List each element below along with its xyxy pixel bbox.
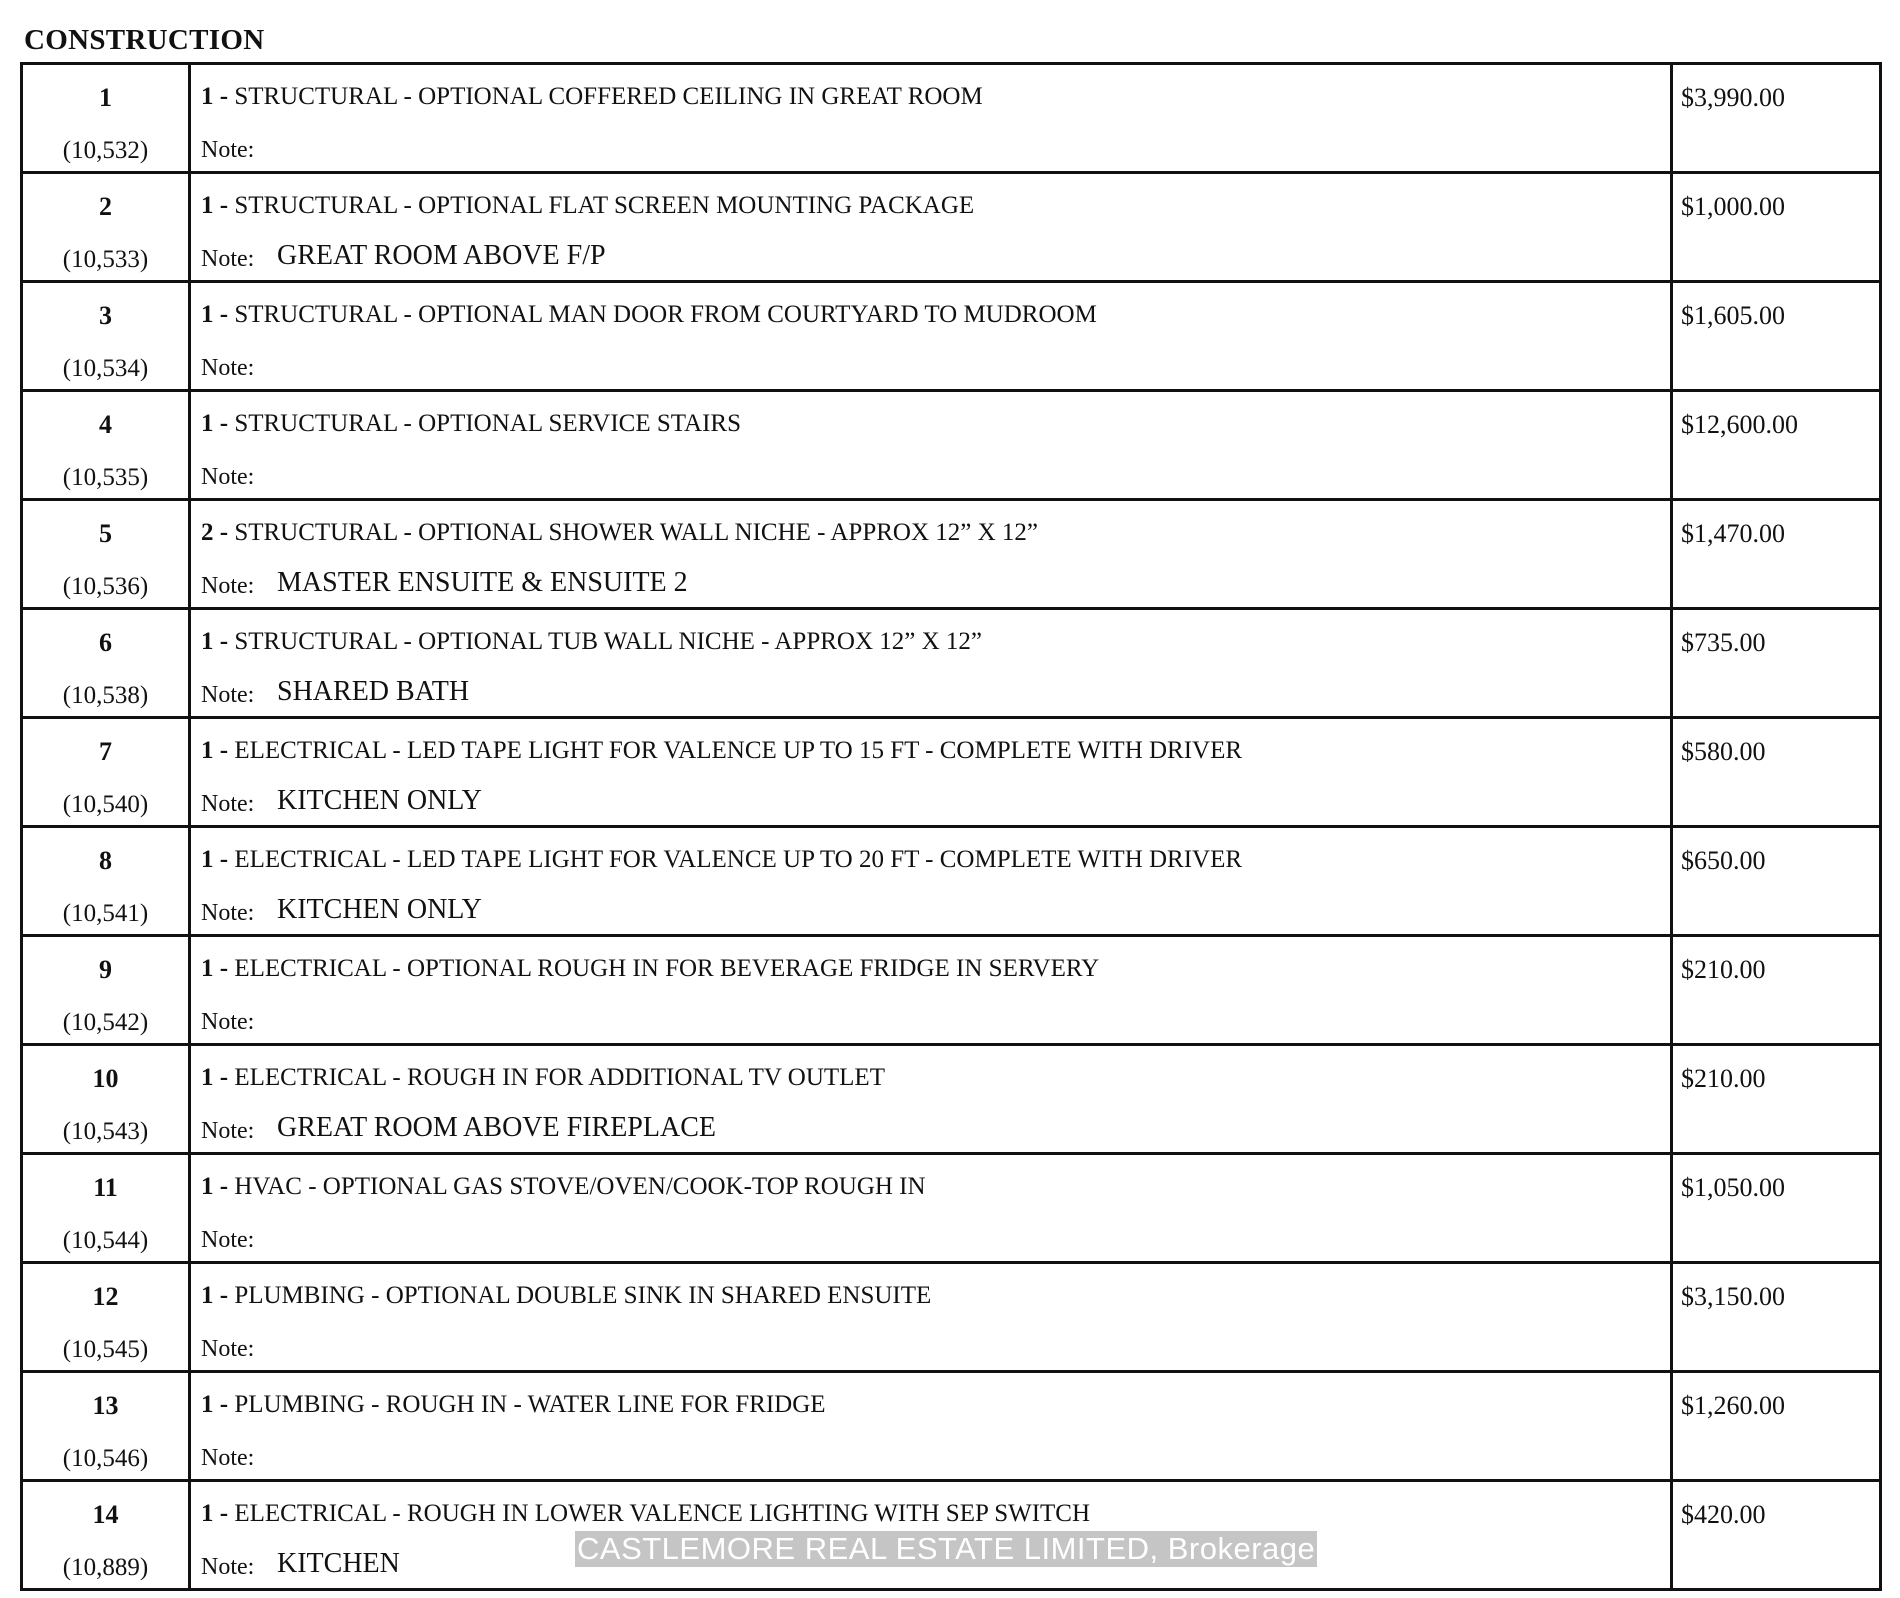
item-description-cell bbox=[191, 392, 1673, 498]
item-price: $1,050.00 bbox=[1681, 1173, 1785, 1202]
item-number: 2 bbox=[99, 192, 112, 221]
table-row bbox=[23, 65, 1879, 174]
item-description bbox=[201, 1391, 826, 1419]
table-row bbox=[23, 1264, 1879, 1373]
table-row bbox=[23, 610, 1879, 719]
item-description-text: STRUCTURAL - OPTIONAL TUB WALL NICHE - APPROX 12” X 12” bbox=[234, 628, 982, 655]
item-quantity: 1 - bbox=[201, 1391, 229, 1418]
item-price: $1,260.00 bbox=[1681, 1391, 1785, 1420]
note-label: Note: bbox=[201, 1227, 255, 1253]
item-code: (10,536) bbox=[62, 573, 149, 600]
note-text: MASTER ENSUITE & ENSUITE 2 bbox=[277, 567, 688, 598]
note-label: Note: bbox=[201, 355, 255, 381]
item-description-cell bbox=[191, 610, 1673, 716]
item-description bbox=[201, 410, 741, 438]
item-number: 8 bbox=[99, 846, 112, 875]
item-number: 3 bbox=[99, 301, 112, 330]
item-code: (10,542) bbox=[62, 1009, 149, 1036]
item-description-cell bbox=[191, 65, 1673, 171]
note-text: SHARED BATH bbox=[277, 676, 470, 707]
item-number-cell bbox=[23, 392, 191, 498]
table-row bbox=[23, 937, 1879, 1046]
item-quantity: 1 - bbox=[201, 846, 229, 873]
item-code: (10,538) bbox=[62, 682, 149, 709]
note-label: Note: bbox=[201, 1009, 255, 1035]
note-label: Note: bbox=[201, 573, 255, 599]
item-price: $580.00 bbox=[1681, 737, 1766, 766]
item-number-cell bbox=[23, 1373, 191, 1479]
item-number-cell bbox=[23, 283, 191, 389]
item-description-text: ELECTRICAL - LED TAPE LIGHT FOR VALENCE UP TO 20 FT - COMPLETE WITH DRIVER bbox=[234, 846, 1243, 873]
item-description bbox=[201, 628, 982, 656]
item-quantity: 1 - bbox=[201, 1500, 229, 1527]
item-code: (10,543) bbox=[62, 1118, 149, 1145]
item-quantity: 1 - bbox=[201, 192, 229, 219]
item-price: $210.00 bbox=[1681, 1064, 1766, 1093]
item-description bbox=[201, 1282, 931, 1310]
item-price: $210.00 bbox=[1681, 955, 1766, 984]
item-price-cell bbox=[1673, 283, 1879, 389]
item-code: (10,546) bbox=[62, 1445, 149, 1472]
item-description-cell bbox=[191, 937, 1673, 1043]
note-label: Note: bbox=[201, 900, 255, 926]
item-quantity: 1 - bbox=[201, 955, 229, 982]
item-description bbox=[201, 846, 1242, 874]
item-price-cell bbox=[1673, 937, 1879, 1043]
item-price-cell bbox=[1673, 719, 1879, 825]
brokerage-watermark: CASTLEMORE REAL ESTATE LIMITED, Brokerage bbox=[577, 1531, 1316, 1566]
note-label: Note: bbox=[201, 1554, 255, 1580]
item-price-cell bbox=[1673, 1046, 1879, 1152]
item-description bbox=[201, 192, 974, 220]
item-number: 6 bbox=[99, 628, 112, 657]
item-number-cell bbox=[23, 1155, 191, 1261]
item-number-cell bbox=[23, 65, 191, 171]
item-number: 14 bbox=[92, 1500, 119, 1529]
item-price-cell bbox=[1673, 65, 1879, 171]
note-text: KITCHEN ONLY bbox=[277, 894, 482, 925]
table-row bbox=[23, 828, 1879, 937]
item-number: 5 bbox=[99, 519, 112, 548]
item-description-text: STRUCTURAL - OPTIONAL MAN DOOR FROM COURTYARD TO MUDROOM bbox=[234, 301, 1097, 328]
note-text: KITCHEN bbox=[277, 1548, 400, 1579]
note-label: Note: bbox=[201, 682, 255, 708]
construction-table bbox=[20, 62, 1882, 1591]
item-price-cell bbox=[1673, 501, 1879, 607]
item-description-cell bbox=[191, 501, 1673, 607]
item-price: $3,150.00 bbox=[1681, 1282, 1785, 1311]
item-quantity: 1 - bbox=[201, 737, 229, 764]
note-label: Note: bbox=[201, 137, 255, 163]
item-price-cell bbox=[1673, 610, 1879, 716]
item-code: (10,541) bbox=[62, 900, 149, 927]
item-description-cell bbox=[191, 1046, 1673, 1152]
item-description-cell bbox=[191, 1155, 1673, 1261]
item-description-cell bbox=[191, 828, 1673, 934]
item-number-cell bbox=[23, 1264, 191, 1370]
item-description bbox=[201, 1064, 885, 1092]
item-price-cell bbox=[1673, 392, 1879, 498]
item-code: (10,535) bbox=[62, 464, 149, 491]
item-price: $12,600.00 bbox=[1681, 410, 1798, 439]
item-description-text: STRUCTURAL - OPTIONAL SHOWER WALL NICHE - APPROX 12” X 12” bbox=[234, 519, 1039, 546]
item-description-text: ELECTRICAL - ROUGH IN LOWER VALENCE LIGHTING WITH SEP SWITCH bbox=[234, 1500, 1091, 1527]
item-number-cell bbox=[23, 1482, 191, 1588]
note-label: Note: bbox=[201, 1445, 255, 1471]
item-number: 10 bbox=[92, 1064, 119, 1093]
note-text: GREAT ROOM ABOVE F/P bbox=[277, 240, 606, 271]
item-number-cell bbox=[23, 174, 191, 280]
item-description bbox=[201, 955, 1099, 983]
item-code: (10,532) bbox=[62, 137, 149, 164]
table-row bbox=[23, 1155, 1879, 1264]
item-description-text: STRUCTURAL - OPTIONAL COFFERED CEILING IN GREAT ROOM bbox=[234, 83, 983, 110]
note-label: Note: bbox=[201, 1336, 255, 1362]
note-label: Note: bbox=[201, 1118, 255, 1144]
note-label: Note: bbox=[201, 246, 255, 272]
table-row bbox=[23, 392, 1879, 501]
table-row bbox=[23, 1373, 1879, 1482]
item-number: 1 bbox=[99, 83, 112, 112]
item-price-cell bbox=[1673, 828, 1879, 934]
item-description-text: HVAC - OPTIONAL GAS STOVE/OVEN/COOK-TOP ROUGH IN bbox=[234, 1173, 926, 1200]
note-text: GREAT ROOM ABOVE FIREPLACE bbox=[277, 1112, 716, 1143]
item-price-cell bbox=[1673, 1482, 1879, 1588]
table-row bbox=[23, 719, 1879, 828]
item-description-text: ELECTRICAL - OPTIONAL ROUGH IN FOR BEVERAGE FRIDGE IN SERVERY bbox=[234, 955, 1100, 982]
item-number-cell bbox=[23, 1046, 191, 1152]
item-number: 4 bbox=[99, 410, 112, 439]
item-price-cell bbox=[1673, 1264, 1879, 1370]
item-price-cell bbox=[1673, 1155, 1879, 1261]
item-description bbox=[201, 519, 1038, 547]
item-number-cell bbox=[23, 719, 191, 825]
item-price: $1,470.00 bbox=[1681, 519, 1785, 548]
item-description bbox=[201, 737, 1242, 765]
item-quantity: 2 - bbox=[201, 519, 229, 546]
item-number: 7 bbox=[99, 737, 112, 766]
item-description-text: ELECTRICAL - ROUGH IN FOR ADDITIONAL TV OUTLET bbox=[234, 1064, 885, 1091]
item-quantity: 1 - bbox=[201, 1282, 229, 1309]
item-description-text: PLUMBING - OPTIONAL DOUBLE SINK IN SHARED ENSUITE bbox=[234, 1282, 932, 1309]
item-description-cell bbox=[191, 1373, 1673, 1479]
item-price: $1,605.00 bbox=[1681, 301, 1785, 330]
table-row bbox=[23, 174, 1879, 283]
item-number: 9 bbox=[99, 955, 112, 984]
item-price: $420.00 bbox=[1681, 1500, 1766, 1529]
item-description-cell bbox=[191, 1264, 1673, 1370]
item-price-cell bbox=[1673, 1373, 1879, 1479]
item-number: 11 bbox=[93, 1173, 118, 1202]
item-description-text: PLUMBING - ROUGH IN - WATER LINE FOR FRIDGE bbox=[234, 1391, 826, 1418]
item-description bbox=[201, 301, 1097, 329]
item-price: $1,000.00 bbox=[1681, 192, 1785, 221]
item-description-cell bbox=[191, 719, 1673, 825]
item-price: $735.00 bbox=[1681, 628, 1766, 657]
item-price-cell bbox=[1673, 174, 1879, 280]
item-number: 12 bbox=[92, 1282, 119, 1311]
note-label: Note: bbox=[201, 791, 255, 817]
item-price: $650.00 bbox=[1681, 846, 1766, 875]
item-description-text: ELECTRICAL - LED TAPE LIGHT FOR VALENCE UP TO 15 FT - COMPLETE WITH DRIVER bbox=[234, 737, 1243, 764]
item-description-text: STRUCTURAL - OPTIONAL SERVICE STAIRS bbox=[234, 410, 741, 437]
note-text: KITCHEN ONLY bbox=[277, 785, 482, 816]
item-number-cell bbox=[23, 610, 191, 716]
item-description bbox=[201, 1173, 926, 1201]
item-description bbox=[201, 1500, 1090, 1528]
table-row bbox=[23, 501, 1879, 610]
item-quantity: 1 - bbox=[201, 1064, 229, 1091]
item-quantity: 1 - bbox=[201, 83, 229, 110]
table-row bbox=[23, 283, 1879, 392]
item-description-cell bbox=[191, 283, 1673, 389]
item-number: 13 bbox=[92, 1391, 119, 1420]
item-price: $3,990.00 bbox=[1681, 83, 1785, 112]
item-code: (10,533) bbox=[62, 246, 149, 273]
item-description bbox=[201, 83, 983, 111]
table-row bbox=[23, 1046, 1879, 1155]
item-code: (10,889) bbox=[62, 1554, 149, 1581]
item-number-cell bbox=[23, 828, 191, 934]
item-code: (10,534) bbox=[62, 355, 149, 382]
item-number-cell bbox=[23, 501, 191, 607]
item-code: (10,545) bbox=[62, 1336, 149, 1363]
item-quantity: 1 - bbox=[201, 1173, 229, 1200]
note-label: Note: bbox=[201, 464, 255, 490]
item-code: (10,540) bbox=[62, 791, 149, 818]
item-quantity: 1 - bbox=[201, 410, 229, 437]
section-title: CONSTRUCTION bbox=[24, 24, 265, 56]
item-number-cell bbox=[23, 937, 191, 1043]
item-quantity: 1 - bbox=[201, 628, 229, 655]
item-quantity: 1 - bbox=[201, 301, 229, 328]
item-description-text: STRUCTURAL - OPTIONAL FLAT SCREEN MOUNTING PACKAGE bbox=[234, 192, 975, 219]
item-code: (10,544) bbox=[62, 1227, 149, 1254]
item-description-cell bbox=[191, 174, 1673, 280]
